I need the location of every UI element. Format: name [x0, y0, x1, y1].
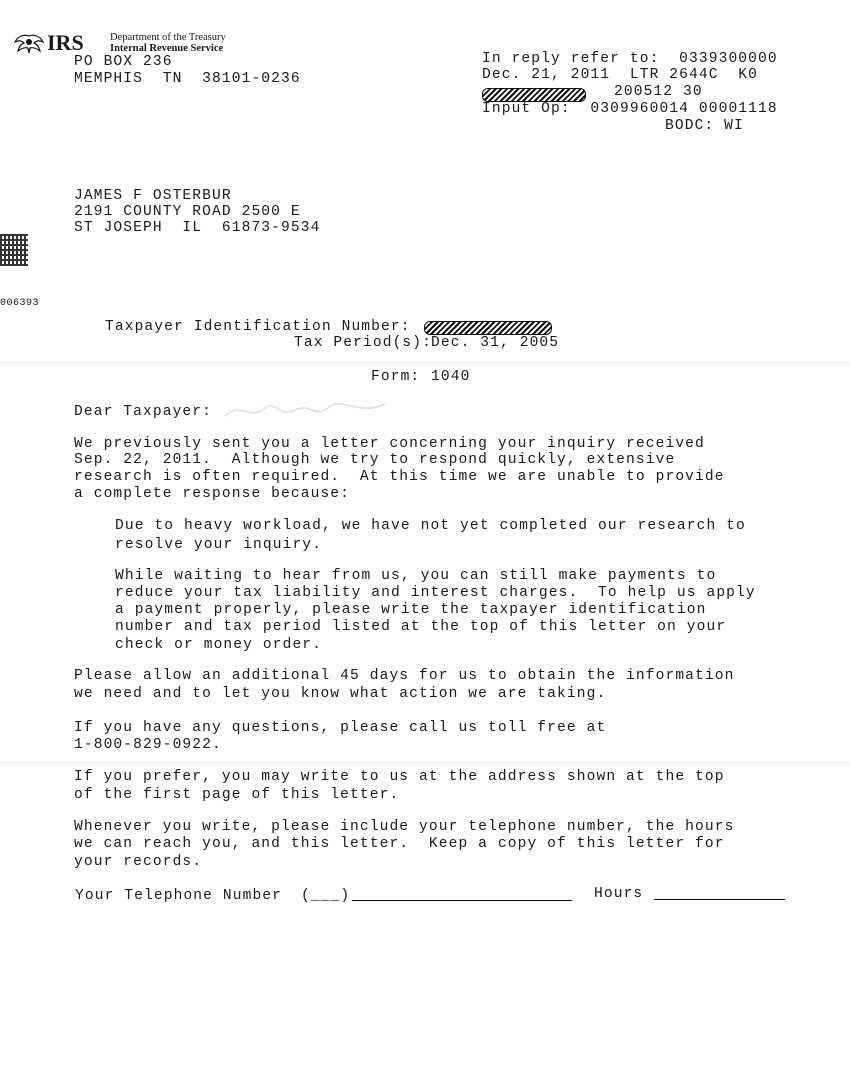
tax-period-label: Tax Period(s): — [294, 335, 433, 351]
p1-line: research is often required. At this time we are unable to provide — [74, 469, 725, 485]
eagle-icon — [14, 33, 44, 55]
p3-line: reduce your tax liability and interest charges. To help us apply — [115, 585, 756, 601]
letter-date: Dec. 21, 2011 LTR 2644C K0 — [482, 67, 759, 83]
dept-line-1: Department of the Treasury — [110, 32, 226, 43]
salutation: Dear Taxpayer: — [74, 404, 213, 420]
p6-line: of the first page of this letter. — [74, 787, 400, 803]
p7-line: your records. — [74, 854, 203, 870]
p5-line: If you have any questions, please call us toll free at — [74, 720, 607, 736]
p4-line: we need and to let you know what action we are taking. — [74, 686, 607, 702]
phone-number: 1-800-829-0922. — [74, 737, 222, 753]
tin-label: Taxpayer Identification Number: — [105, 319, 411, 335]
p3-line: check or money order. — [115, 637, 323, 653]
p3-line: number and tax period listed at the top of this letter on your — [115, 619, 727, 635]
phone-field-label: Your Telephone Number — [75, 888, 283, 904]
signature-show-through — [220, 396, 390, 426]
bodc: BODC: WI — [665, 118, 744, 134]
p3-line: While waiting to hear from us, you can still make payments to — [115, 568, 717, 584]
p1-line: a complete response because: — [74, 486, 351, 502]
fold-line — [0, 762, 850, 763]
p1-line: Sep. 22, 2011. Although we try to respond quickly, extensive — [74, 452, 676, 468]
hours-field-label: Hours — [594, 886, 644, 902]
redaction-mark — [482, 88, 586, 102]
input-op: Input Op: 0309960014 00001118 — [482, 101, 778, 117]
reply-reference: In reply refer to: 0339300000 — [482, 51, 778, 67]
dept-line-2: Internal Revenue Service — [110, 43, 224, 54]
p4-line: Please allow an additional 45 days for us to obtain the information — [74, 668, 735, 684]
recipient-street: 2191 COUNTY ROAD 2500 E — [74, 204, 301, 220]
p3-line: a payment properly, please write the taxpayer identification — [115, 602, 707, 618]
tin-redacted — [424, 321, 552, 335]
form-value: 1040 — [431, 369, 471, 385]
agency-department — [110, 32, 226, 54]
side-id: 006393 — [0, 298, 40, 309]
agency-name: IRS — [47, 30, 84, 55]
barcode — [0, 234, 28, 266]
area-code-field[interactable]: (___) — [301, 888, 351, 904]
p2-line: resolve your inquiry. — [115, 537, 323, 553]
form-label: Form: — [371, 369, 421, 385]
p7-line: we can reach you, and this letter. Keep a copy of this letter for — [74, 836, 725, 852]
recipient-city: ST JOSEPH IL 61873-9534 — [74, 220, 321, 236]
phone-number-field[interactable] — [352, 888, 572, 901]
hours-field[interactable] — [654, 887, 785, 900]
agency-address-line-2: MEMPHIS TN 38101-0236 — [74, 71, 301, 87]
p6-line: If you prefer, you may write to us at the address shown at the top — [74, 769, 725, 785]
recipient-name: JAMES F OSTERBUR — [74, 188, 232, 204]
p1-line: We previously sent you a letter concerning your inquiry received — [74, 436, 705, 452]
reference-code: 200512 30 — [614, 84, 703, 100]
p2-line: Due to heavy workload, we have not yet completed our research to — [115, 518, 746, 534]
agency-address-line-1: PO BOX 236 — [74, 54, 173, 70]
p7-line: Whenever you write, please include your telephone number, the hours — [74, 819, 735, 835]
tax-period-value: Dec. 31, 2005 — [431, 335, 560, 351]
fold-line — [0, 362, 850, 363]
